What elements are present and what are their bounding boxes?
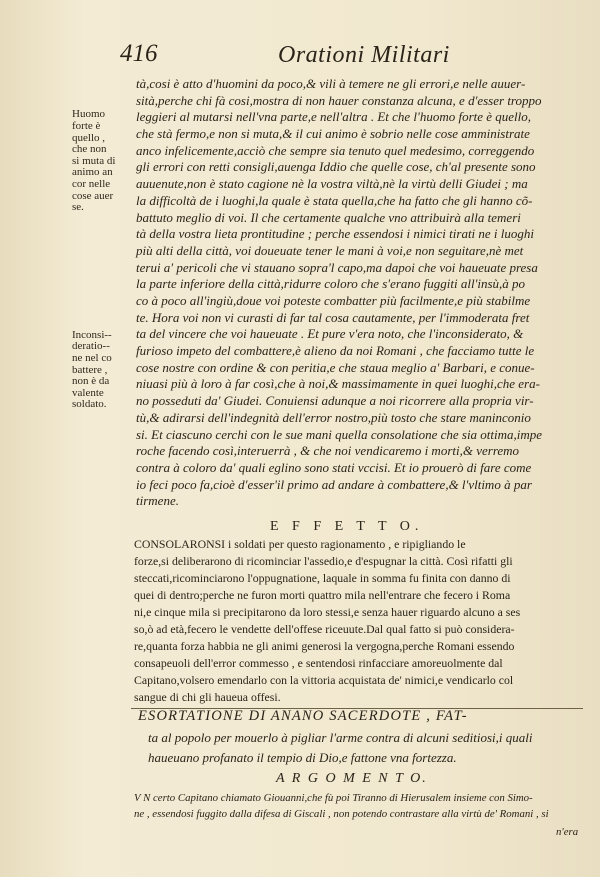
page-header <box>0 40 600 76</box>
text-line: tù,& adirarsi dell'indegnità dell'error nostro,più tosto che stare maninconio <box>136 409 531 425</box>
text-line: consapeuoli dell'error commesso , e sentendosi rinfacciare amoreuolmente dal <box>134 656 503 670</box>
margin-line: ne nel co <box>72 351 112 364</box>
text-line: re,quanta forza habbia ne gli animi generosi la vergogna,perche Romani essendo <box>134 639 515 653</box>
text-line: leggieri al mutarsi nell'vna parte,e nell'altra . Et che l'huomo forte è quello, <box>136 109 532 125</box>
argomento-heading: A R G O M E N T O. <box>276 771 428 786</box>
text-line: ne , essendosi fuggito dalla difesa di Giscali , non potendo contrastare alla virtù de' Romani , si <box>134 808 549 820</box>
text-line: steccati,ricominciarono l'oppugnatione, laquale in somma fu finita con danno di <box>134 571 511 585</box>
text-line: tà della vostra lieta prontitudine ; perche essendosi i nimici tirati ne i luoghi <box>136 226 535 242</box>
text-line: cose nostre con ordine & con peritia,e che staua meglio a' Barbari, e conue- <box>136 359 535 375</box>
text-line: terui a' pericoli che vi stauano sopra'l capo,ma dapoi che voi haueuate presa <box>136 259 538 275</box>
margin-line: battere , <box>72 363 108 376</box>
text-line: gli errori con retti consigli,auenga Iddio che quelle cose, ch'al presente sono <box>136 159 536 175</box>
text-line: la parte inferiore della città,ridurre coloro che s'erano fuggiti all'insù,à po <box>136 276 526 292</box>
text-line: auuenute,non è stato cagione nè la vostra viltà,nè la virtù delli Giudei ; ma <box>136 176 528 192</box>
page-number: 416 <box>120 40 158 67</box>
effetto-heading: E F F E T T O. <box>270 519 424 534</box>
text-line: V N certo Capitano chiamato Giouanni,che fù poi Tiranno di Hierusalem insieme con Simo- <box>134 792 533 804</box>
text-line: che stà fermo,e non si muta,& il cui animo è sobrio nelle cose amministrate <box>136 126 530 142</box>
text-line: sità,perche chi fà cosi,mostra di non hauer constanza alcuna, e d'esser troppo <box>136 92 542 108</box>
text-line: no posseduti da' Giudei. Conuiensi adunque a noi ricorrere alla propria vir- <box>136 393 534 409</box>
text-line: ni,e cinque mila si precipitarono da loro stessi,e senza hauer riguardo alcuno a ses <box>134 605 521 619</box>
catchword: n'era <box>556 826 579 838</box>
margin-line: se. <box>72 201 84 214</box>
title-line: ESORTATIONE DI ANANO SACERDOTE , FAT- <box>138 708 468 724</box>
text-line: io feci poco fa,cioè d'esser'il primo ad andare à combattere,& l'vltimo à par <box>136 476 532 492</box>
margin-line: Huomo <box>72 108 105 121</box>
margin-line: deratio-- <box>72 340 110 353</box>
margin-line: che non <box>72 143 107 156</box>
text-line: quei di dentro;perche ne furon morti quattro mila nell'entrare che fecero i Roma <box>134 588 511 602</box>
text-line: co à poco all'ingiù,doue voi poteste combatter più facilmente,e più stabilme <box>136 293 531 308</box>
margin-line: non è da <box>72 375 110 388</box>
margin-line: soldato. <box>72 398 107 411</box>
text-line: so,ò ad età,fecero le vendette dell'offese riceuute.Dal qual fatto si può considera- <box>134 622 515 636</box>
title-line: haueuano profanato il tempio di Dio,e fattone vna fortezza. <box>148 750 457 765</box>
margin-line: quello , <box>72 131 105 144</box>
margin-line: cor nelle <box>72 177 111 190</box>
text-line: la difficoltà de i luoghi,la quale è stata quella,che ha fatto che gli hanno cõ- <box>136 192 533 208</box>
margin-note-2 <box>72 330 136 411</box>
text-line: si. Et ciascuno cerchi con le sue mani quella consolatione che sia ottima,impe <box>136 426 543 442</box>
title-line: ta al popolo per mouerlo à pigliar l'arme contra di alcuni seditiosi,i quali <box>148 730 533 745</box>
text-line: niuasi più à loro à far così,che à noi,& massimamente in quei luoghi,che era- <box>136 376 540 392</box>
text-line: Capitano,volsero emendarlo con la vittoria acquistata de' nimici,e vendicarlo col <box>134 673 514 687</box>
text-line: forze,si deliberarono di ricominciar l'assedio,e d'espugnar la città. Così rifatti gli <box>134 554 513 568</box>
margin-line: si muta di <box>72 154 116 167</box>
text-line: roche facendo così,interuerrà , & che noi vendicaremo i morti,& verremo <box>136 443 520 459</box>
text-line: anco infelicemente,acciò che sempre sia tenuto quel medesimo, correggendo <box>136 142 535 158</box>
text-line: ta del vincere che voi haueuate . Et pure v'era noto, che l'inconsiderato, & <box>136 326 524 342</box>
margin-line: Inconsi-- <box>72 328 112 341</box>
text-line: tirmene. <box>136 493 179 509</box>
text-line: contra à coloro da' quali eglino sono stati vccisi. Et io prouerò di fare come <box>136 459 532 475</box>
text-line: te. Hora voi non vi curasti di far tal cosa cautamente, per l'immoderata fret <box>136 309 530 325</box>
margin-line: forte è <box>72 119 101 132</box>
text-line: furioso impeto del combattere,è alieno da noi Romani , che facciamo tutte le <box>136 343 535 359</box>
margin-note-1 <box>72 109 136 213</box>
margin-line: cose auer <box>72 189 114 202</box>
text-line: tà,cosi è atto d'huomini da poco,& vili à temere ne gli errori,e nelle auuer- <box>136 76 526 91</box>
margin-line: valente <box>72 386 104 399</box>
margin-line: animo an <box>72 166 113 179</box>
text-line: CONSOLARONSI i soldati per questo ragionamento , e ripigliando le <box>134 537 466 551</box>
text-line: più alti della città, voi doueuate tener le mani à voi,e non seguitare,nè met <box>136 242 524 258</box>
running-head: Orationi Militari <box>278 42 450 68</box>
text-line: battuto meglio di voi. Il che certamente qualche vno attribuirà alla temeri <box>136 209 521 225</box>
text-line: sangue di chi gli haueua offesi. <box>134 690 281 704</box>
